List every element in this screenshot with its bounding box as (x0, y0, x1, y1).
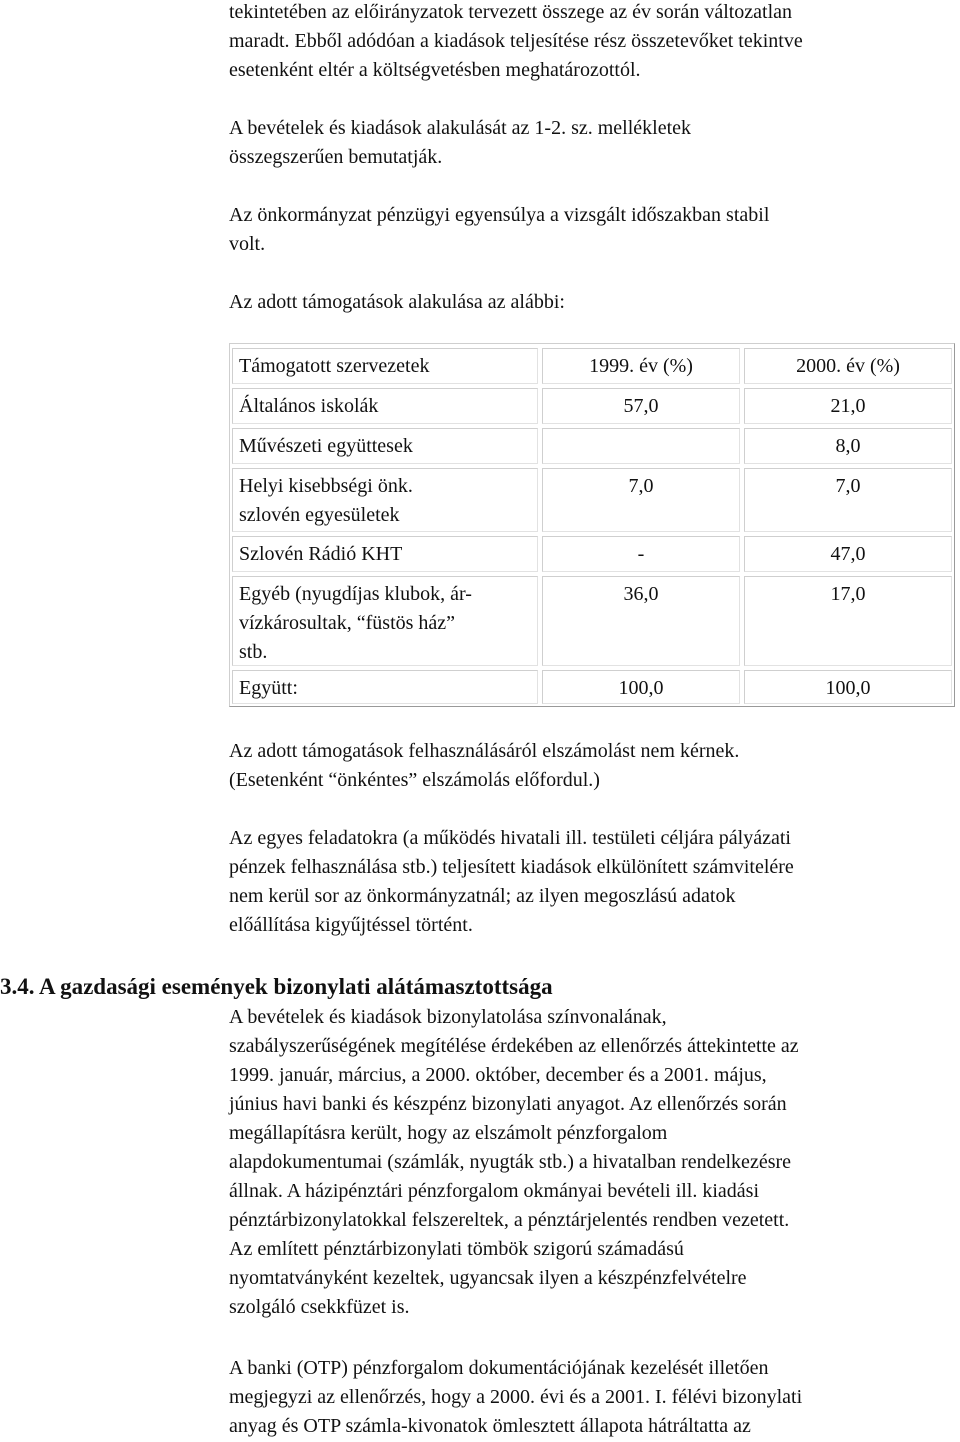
row-name (232, 468, 538, 532)
row-name (232, 388, 538, 424)
row-value-2000: 47,0 (744, 536, 952, 572)
text-line: 1999. január, március, a 2000. október, december és a 2001. május, (229, 1064, 767, 1086)
table-total-row (230, 670, 954, 704)
paragraph-documentation-review (229, 1003, 944, 1322)
row-value-2000: 7,0 (744, 468, 952, 532)
row-name-line: Szlovén Rádió KHT (239, 543, 403, 565)
row-name (232, 576, 538, 666)
row-value-1999: 36,0 (542, 576, 740, 666)
text-line: maradt. Ebből adódóan a kiadások teljesítése rész összetevőket tekintve (229, 30, 803, 52)
row-name (232, 536, 538, 572)
row-value-2000: 21,0 (744, 388, 952, 424)
text-line: A bevételek és kiadások alakulását az 1-2. sz. mellékletek (229, 117, 692, 139)
text-line: volt. (229, 233, 266, 255)
table-row (230, 468, 954, 532)
text-line: szabályszerűségének megítélése érdekében az ellenőrzés áttekintette az (229, 1035, 799, 1057)
header-1999: 1999. év (%) (542, 348, 740, 384)
text-line: megjegyzi az ellenőrzés, hogy a 2000. évi és a 2001. I. félévi bizonylati (229, 1386, 803, 1408)
text-line: A banki (OTP) pénzforgalom dokumentációjának kezelését illetően (229, 1357, 769, 1379)
row-name-line: Helyi kisebbségi önk. (239, 475, 413, 497)
paragraph-settlement (229, 737, 944, 795)
paragraph-financial-balance (229, 201, 944, 259)
text-line: tekintetében az előirányzatok tervezett összege az év során változatlan (229, 1, 793, 23)
text-line: állnak. A házipénztári pénzforgalom okmányai bevételi ill. kiadási (229, 1180, 760, 1202)
row-value-1999: 57,0 (542, 388, 740, 424)
table-row (230, 428, 954, 464)
text-line: Az adott támogatások felhasználásáról elszámolást nem kérnek. (229, 740, 740, 762)
text-line: Az adott támogatások alakulása az alábbi: (229, 291, 565, 313)
row-value-1999: 7,0 (542, 468, 740, 532)
text-line: Az említett pénztárbizonylati tömbök szigorú számadású (229, 1238, 684, 1260)
text-line: pénzek felhasználása stb.) teljesített kiadások elkülönített számvitelére (229, 856, 794, 878)
header-organizations: Támogatott szervezetek (232, 348, 538, 384)
paragraph-table-intro (229, 288, 944, 317)
text-line: anyag és OTP számla-kivonatok ömlesztett állapota hátráltatta az (229, 1415, 751, 1437)
row-value-1999: - (542, 536, 740, 572)
row-name-line: Együtt: (239, 677, 298, 699)
text-line: előállítása kigyűjtéssel történt. (229, 914, 473, 936)
table-row (230, 576, 954, 666)
row-name-line: Művészeti együttesek (239, 435, 413, 457)
text-line: megállapításra került, hogy az elszámolt pénzforgalom (229, 1122, 668, 1144)
row-value-1999 (542, 428, 740, 464)
row-name-line: Egyéb (nyugdíjas klubok, ár- (239, 583, 472, 605)
text-line: nem kerül sor az önkormányzatnál; az ilyen megoszlású adatok (229, 885, 736, 907)
text-line: szolgáló csekkfüzet is. (229, 1296, 410, 1318)
row-name-line: stb. (239, 641, 268, 663)
row-value-2000: 8,0 (744, 428, 952, 464)
paragraph-bank-documentation (229, 1354, 944, 1441)
paragraph-budget-changes (229, 0, 944, 85)
row-name-line: vízkárosultak, “füstös ház” (239, 612, 456, 634)
paragraph-accounting (229, 824, 944, 940)
text-line: Az önkormányzat pénzügyi egyensúlya a vizsgált időszakban stabil (229, 204, 770, 226)
text-line: június havi banki és készpénz bizonylati anyagot. Az ellenőrzés során (229, 1093, 787, 1115)
row-value-2000: 17,0 (744, 576, 952, 666)
text-line: Az egyes feladatokra (a működés hivatali ill. testületi céljára pályázati (229, 827, 791, 849)
paragraph-appendices (229, 114, 944, 172)
text-line: esetenként eltér a költségvetésben meghatározottól. (229, 59, 641, 81)
text-line: alapdokumentumai (számlák, nyugták stb.) a hivatalban rendelkezésre (229, 1151, 792, 1173)
row-value-1999: 100,0 (542, 670, 740, 704)
text-line: összegszerűen bemutatják. (229, 146, 443, 168)
row-name-line: szlovén egyesületek (239, 504, 400, 526)
section-heading: 3.4. A gazdasági események bizonylati alátámasztottsága (0, 974, 553, 999)
table-row (230, 388, 954, 424)
table-row (230, 536, 954, 572)
row-name (232, 670, 538, 704)
header-2000: 2000. év (%) (744, 348, 952, 384)
row-name-line: Általános iskolák (239, 395, 379, 417)
text-line: pénztárbizonylatokkal felszereltek, a pénztárjelentés rendben vezetett. (229, 1209, 790, 1231)
row-name (232, 428, 538, 464)
row-value-2000: 100,0 (744, 670, 952, 704)
table-header-row (230, 348, 954, 384)
text-line: nyomtatványként kezeltek, ugyancsak ilyen a készpénzfelvételre (229, 1267, 747, 1289)
support-table (229, 343, 955, 707)
text-line: A bevételek és kiadások bizonylatolása színvonalának, (229, 1006, 667, 1028)
text-line: (Esetenként “önkéntes” elszámolás előfordul.) (229, 769, 600, 791)
